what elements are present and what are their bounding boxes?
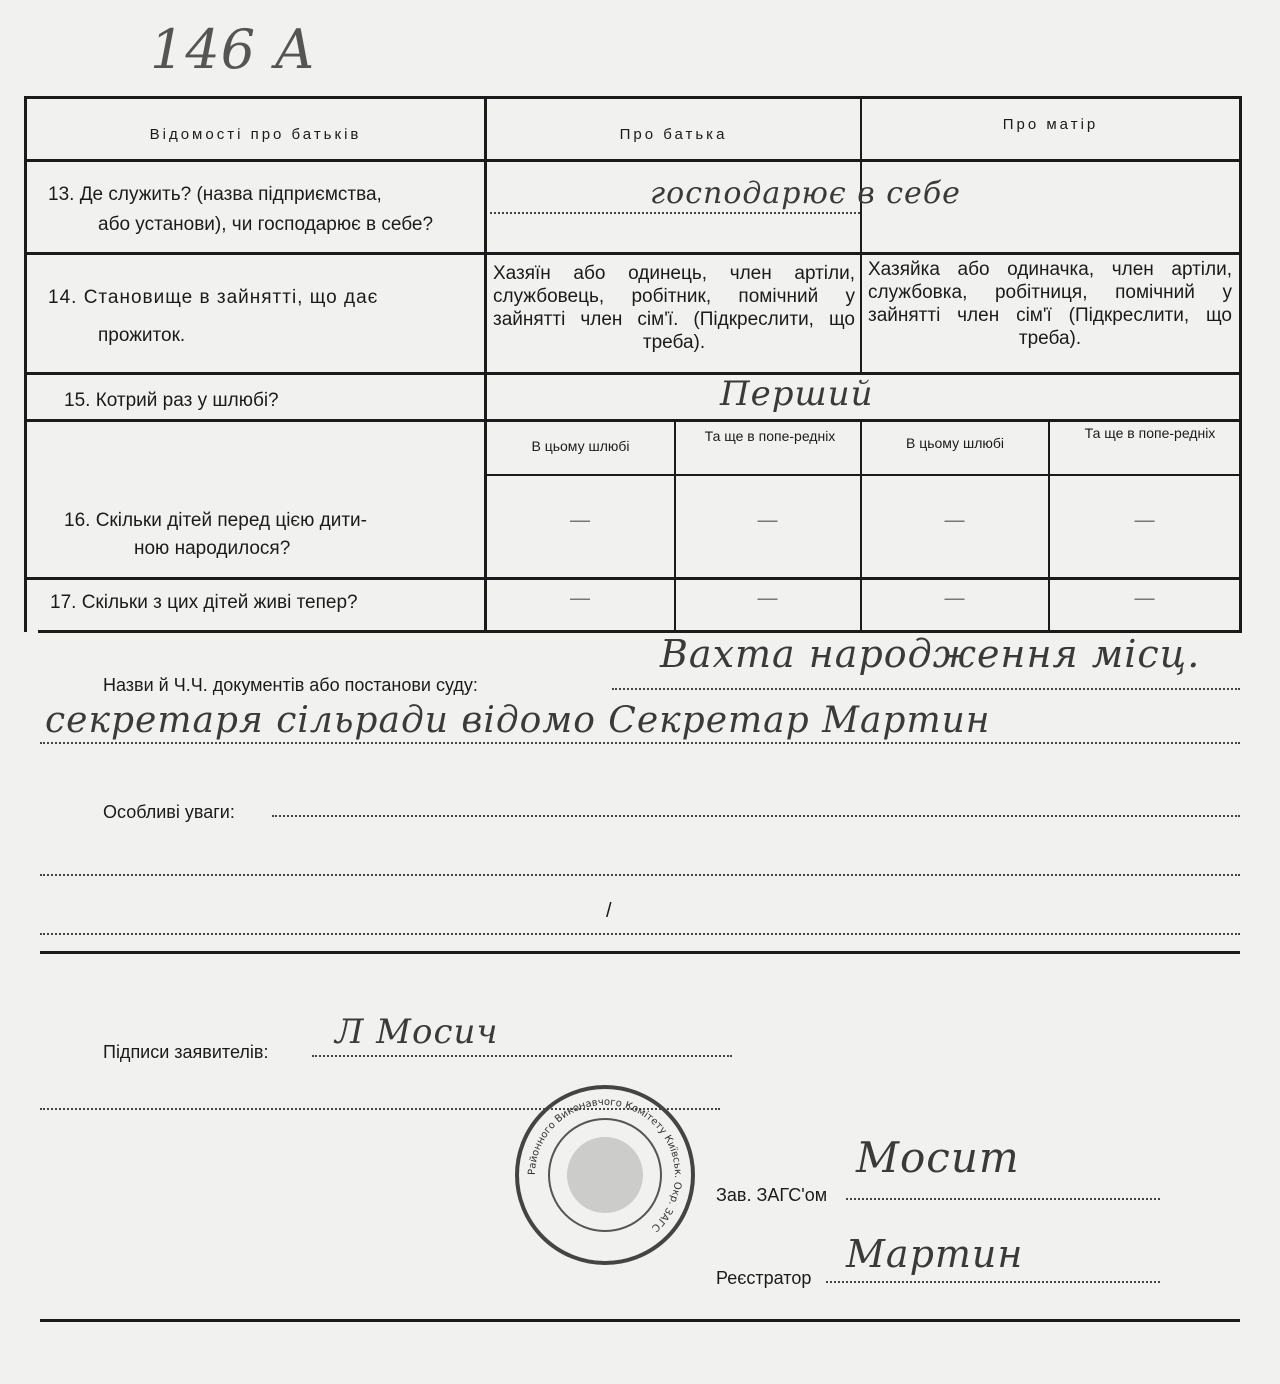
- header-mother: Про матір: [1002, 116, 1099, 133]
- q16-label: [64, 509, 367, 561]
- q14-label-line2: прожиток.: [98, 325, 186, 346]
- documents-label: Назви й Ч.Ч. документів або постанови суду:: [103, 675, 478, 695]
- q13-answer: господарює в себе: [650, 176, 961, 211]
- q17-value-1: —: [569, 586, 592, 611]
- q16-subheader-mother-this: В цьому шлюбі: [905, 435, 1005, 451]
- head-signature: Мосит: [856, 1133, 1020, 1182]
- documents-line2: секретаря сільради відомо Секретар Мартин: [45, 700, 991, 741]
- documents-line1: Вахта народження місц.: [660, 632, 1201, 676]
- remarks-label: Особливі уваги:: [103, 802, 235, 822]
- q14-mother-options: Хазяйка або одиначка, член артіли, службовка, робітниця, помічний у зайнятті член сім'ї (Підкреслити, що треба).: [868, 259, 1232, 349]
- q17-value-3: —: [943, 586, 967, 611]
- q15-answer: Перший: [720, 374, 874, 414]
- q16-value-3: —: [943, 508, 967, 533]
- q13-label: [48, 183, 480, 237]
- q16-label-line2: ною народилося?: [134, 538, 291, 559]
- remarks-mark: /: [606, 900, 612, 922]
- registrar-signature-label: Реєстратор: [716, 1268, 812, 1288]
- q16-label-line1: 16. Скільки дітей перед цією дити-: [64, 510, 367, 531]
- q16-value-1: —: [569, 508, 592, 533]
- registrar-signature: Мартин: [846, 1232, 1024, 1276]
- q16-subheader-father-this: В цьому шлюбі: [531, 438, 630, 454]
- q16-subheader-mother-previous: Та ще в попе-редніх: [1084, 425, 1216, 441]
- q14-father-options: Хазяїн або одинець, член артіли, службовець, робітник, помічний у зайнятті член сім'ї. (Підкреслити, що треба).: [493, 263, 855, 353]
- q17-value-4: —: [1133, 586, 1157, 611]
- q13-label-line2: або установи), чи господарює в себе?: [98, 214, 434, 235]
- q14-label: [48, 286, 378, 348]
- head-signature-label: Зав. ЗАГС'ом: [716, 1185, 828, 1205]
- stamp-text: Районного Виконавчого Комітету Київськ. Окр. ЗАГС: [526, 1096, 684, 1234]
- q16-value-4: —: [1133, 508, 1157, 533]
- applicants-signature-label: Підписи заявителів:: [103, 1042, 269, 1062]
- q16-subheader-father-previous: Та ще в попе-редніх: [704, 428, 836, 444]
- applicants-signature: Л Мосич: [335, 1012, 499, 1052]
- page-number-handwritten: 146 А: [150, 18, 317, 81]
- header-father: Про батька: [619, 126, 728, 143]
- q17-label: 17. Скільки з цих дітей живі тепер?: [50, 592, 358, 613]
- official-stamp: [505, 1075, 705, 1275]
- q17-value-2: —: [756, 586, 780, 611]
- q16-value-2: —: [756, 508, 780, 533]
- header-parents-info: Відомості про батьків: [149, 126, 362, 143]
- q13-label-line1: 13. Де служить? (назва підприємства,: [48, 184, 382, 205]
- q14-label-line1: 14. Становище в зайнятті, що дає: [48, 287, 379, 308]
- q15-label: 15. Котрий раз у шлюбі?: [64, 390, 279, 411]
